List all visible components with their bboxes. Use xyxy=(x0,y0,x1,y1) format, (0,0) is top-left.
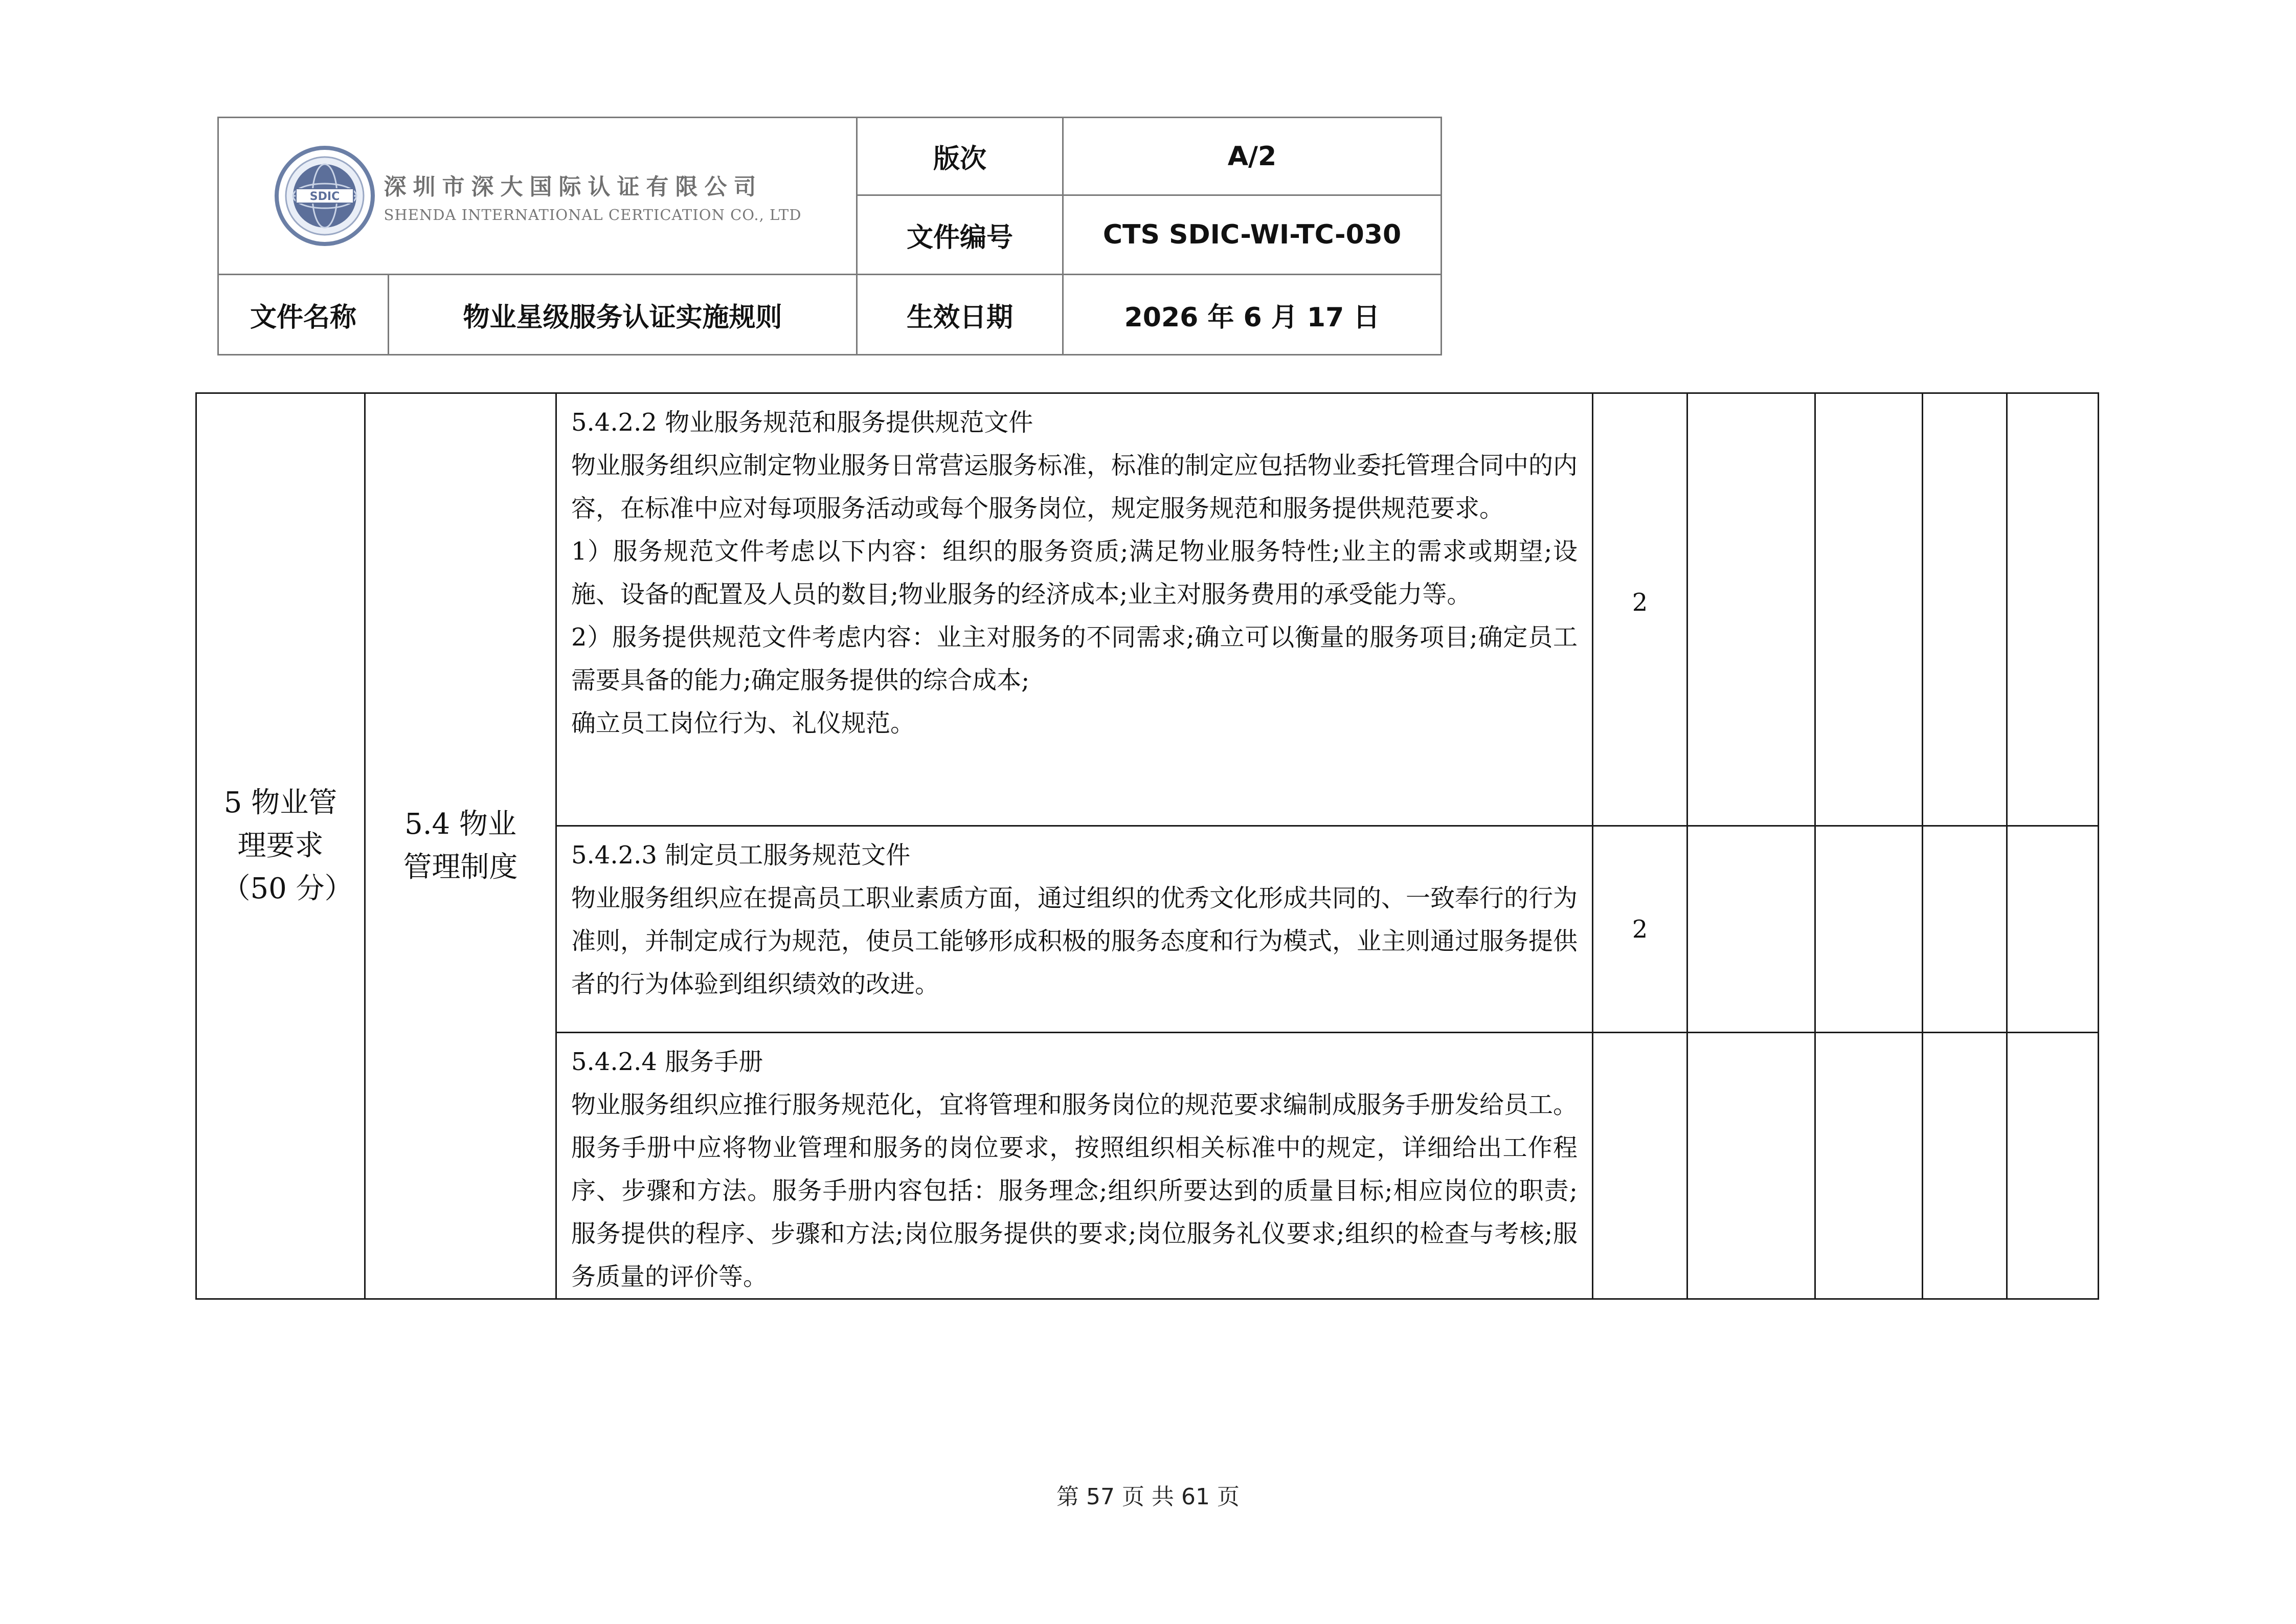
score-cell xyxy=(1593,1033,1687,1299)
empty-cell xyxy=(1687,826,1815,1033)
score-cell: 2 xyxy=(1593,393,1687,826)
company-name-cn: 深圳市深大国际认证有限公司 xyxy=(384,174,763,200)
empty-cell xyxy=(1923,393,2007,826)
empty-cell xyxy=(2007,1033,2099,1299)
clause-text: 5 物业管理要求（50 分） xyxy=(221,786,353,905)
globe-seal-icon xyxy=(274,145,376,247)
doc-number-value: CTS SDIC-WI-TC-030 xyxy=(1063,195,1442,275)
requirement-title: 5.4.2.2 物业服务规范和服务提供规范文件 xyxy=(571,408,1033,437)
svg-text:SDIC: SDIC xyxy=(309,190,340,203)
empty-cell xyxy=(2007,393,2099,826)
requirement-paragraph: 确立员工岗位行为、礼仪规范。 xyxy=(571,709,915,738)
requirement-cell xyxy=(556,393,1593,826)
subclause-cell xyxy=(365,393,556,1299)
requirement-title: 5.4.2.3 制定员工服务规范文件 xyxy=(571,841,911,870)
empty-cell xyxy=(1815,826,1923,1033)
document-header xyxy=(217,117,1442,355)
requirement-paragraph: 物业服务组织应推行服务规范化，宜将管理和服务岗位的规范要求编制成服务手册发给员工。服务手册中应将物业管理和服务的岗位要求，按照组织相关标准中的规定，详细给出工作程序、步骤和方法。服务手册内容包括：服务理念;组织所要达到的质量目标;相应岗位的职责;服务提供的程序、步骤和方法;岗位服务提供的要求;岗位服务礼仪要求;组织的检查与考核;服务质量的评价等。 xyxy=(571,1091,1578,1291)
empty-cell xyxy=(1923,826,2007,1033)
effective-date-value: 2026 年 6 月 17 日 xyxy=(1063,275,1442,355)
empty-cell xyxy=(2007,826,2099,1033)
empty-cell xyxy=(1687,1033,1815,1299)
doc-name-label: 文件名称 xyxy=(218,275,389,355)
current-page: 57 xyxy=(1086,1484,1115,1510)
empty-cell xyxy=(1815,1033,1923,1299)
empty-cell xyxy=(1687,393,1815,826)
table-row xyxy=(196,393,2099,826)
page-number: 第 57 页 共 61 页 xyxy=(1056,1484,1240,1510)
requirement-cell xyxy=(556,1033,1593,1299)
requirements-table xyxy=(195,392,2099,1300)
empty-cell xyxy=(1815,393,1923,826)
clause-cell xyxy=(196,393,365,1299)
requirement-paragraph: 2）服务提供规范文件考虑内容：业主对服务的不同需求;确立可以衡量的服务项目;确定员工需要具备的能力;确定服务提供的综合成本; xyxy=(571,623,1578,695)
doc-name-value: 物业星级服务认证实施规则 xyxy=(389,275,857,355)
effective-date-label: 生效日期 xyxy=(857,275,1063,355)
score-cell: 2 xyxy=(1593,826,1687,1033)
version-value: A/2 xyxy=(1063,118,1442,195)
total-pages: 61 xyxy=(1181,1484,1210,1510)
company-logo-cell xyxy=(218,118,857,275)
requirement-title: 5.4.2.4 服务手册 xyxy=(571,1048,763,1076)
requirement-paragraph: 物业服务组织应制定物业服务日常营运服务标准，标准的制定应包括物业委托管理合同中的内容，在标准中应对每项服务活动或每个服务岗位，规定服务规范和服务提供规范要求。 xyxy=(571,451,1578,523)
doc-number-label: 文件编号 xyxy=(857,195,1063,275)
requirement-paragraph: 物业服务组织应在提高员工职业素质方面，通过组织的优秀文化形成共同的、一致奉行的行为准则，并制定成行为规范，使员工能够形成积极的服务态度和行为模式，业主则通过服务提供者的行为体验到组织绩效的改进。 xyxy=(571,884,1578,998)
requirement-paragraph: 1）服务规范文件考虑以下内容：组织的服务资质;满足物业服务特性;业主的需求或期望;设施、设备的配置及人员的数目;物业服务的经济成本;业主对服务费用的承受能力等。 xyxy=(571,537,1578,609)
subclause-text: 5.4 物业管理制度 xyxy=(403,808,518,884)
requirement-cell xyxy=(556,826,1593,1033)
empty-cell xyxy=(1923,1033,2007,1299)
version-label: 版次 xyxy=(857,118,1063,195)
company-name-en: SHENDA INTERNATIONAL CERTICATION CO., LTD xyxy=(384,206,802,224)
company-logo xyxy=(219,118,856,274)
